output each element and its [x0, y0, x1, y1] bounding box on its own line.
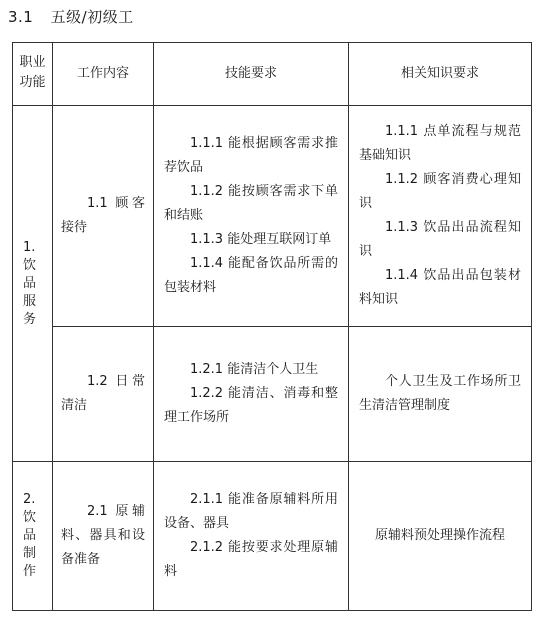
content-cell: 1.1 顾客接待	[53, 106, 154, 327]
knowledge-cell	[349, 462, 532, 611]
table-row	[13, 462, 532, 611]
knowledge-item: 1.1.2 顾客消费心理知识	[359, 172, 521, 211]
section-number: 3.1	[8, 8, 34, 26]
table-header-row	[13, 43, 532, 106]
table-row	[13, 327, 532, 462]
skill-item: 2.1.2 能按要求处理原辅料	[164, 540, 338, 579]
header-function: 职业功能	[13, 43, 53, 106]
content-cell: 1.2 日常清洁	[53, 327, 154, 462]
skill-item: 1.1.1 能根据顾客需求推荐饮品	[164, 136, 338, 175]
header-skill: 技能要求	[154, 43, 349, 106]
skill-item: 1.1.2 能按顾客需求下单和结账	[164, 184, 338, 223]
skill-item: 1.2.1 能清洁个人卫生	[190, 362, 319, 377]
knowledge-item: 1.1.4 饮品出品包装材料知识	[359, 268, 521, 307]
content-cell: 2.1 原辅料、器具和设备准备	[53, 462, 154, 611]
skill-item: 2.1.1 能准备原辅料所用设备、器具	[164, 492, 338, 531]
section-heading	[8, 6, 134, 27]
knowledge-item: 1.1.3 饮品出品流程知识	[359, 220, 521, 259]
header-content: 工作内容	[53, 43, 154, 106]
skill-item: 1.2.2 能清洁、消毒和整理工作场所	[164, 386, 338, 425]
skill-cell	[154, 462, 349, 611]
section-title: 五级/初级工	[50, 8, 134, 26]
skill-cell	[154, 106, 349, 327]
function-cell: 2. 饮品制作	[13, 462, 53, 611]
skill-item: 1.1.3 能处理互联网订单	[190, 232, 332, 247]
knowledge-cell	[349, 106, 532, 327]
table-row	[13, 106, 532, 327]
header-knowledge: 相关知识要求	[349, 43, 532, 106]
knowledge-item: 个人卫生及工作场所卫生清洁管理制度	[359, 374, 521, 413]
skill-item: 1.1.4 能配备饮品所需的包装材料	[164, 256, 338, 295]
knowledge-item: 原辅料预处理操作流程	[374, 528, 505, 543]
skill-cell	[154, 327, 349, 462]
function-cell: 1. 饮品服务	[13, 106, 53, 462]
knowledge-item: 1.1.1 点单流程与规范基础知识	[359, 124, 521, 163]
skill-standard-table	[12, 42, 532, 611]
knowledge-cell	[349, 327, 532, 462]
